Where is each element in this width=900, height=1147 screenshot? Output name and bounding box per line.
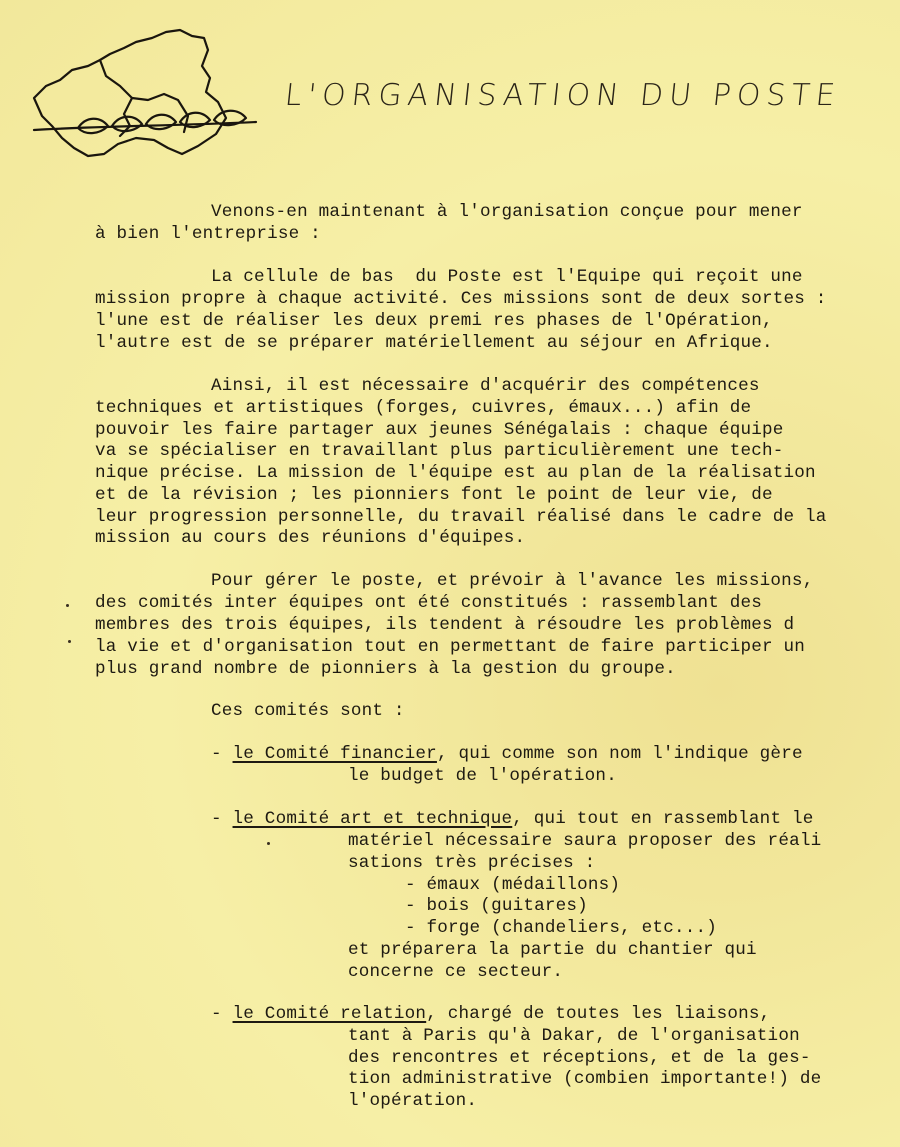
list-dash: - — [211, 744, 233, 764]
committee-name: le Comité relation — [232, 1004, 427, 1024]
paragraph-line: La cellule de bas du Poste est l'Equipe qui reçoit une — [211, 267, 803, 287]
paper-speck — [267, 842, 270, 845]
committee-name: le Comité art et technique — [232, 809, 513, 829]
sub-list-item: - forge (chandeliers, etc...) — [405, 918, 717, 938]
paragraph-line: membres des trois équipes, ils tendent à résoudre les problèmes d — [95, 615, 795, 635]
committee-text: , qui tout en rassemblant le — [512, 809, 814, 829]
committee-line: concerne ce secteur. — [348, 962, 564, 982]
paragraph-line: Pour gérer le poste, et prévoir à l'avance les missions, — [211, 571, 814, 591]
committee-line: et préparera la partie du chantier qui — [348, 940, 757, 960]
africa-map-laurel-logo — [28, 26, 260, 162]
paragraph-line: plus grand nombre de pionniers à la gestion du groupe. — [95, 659, 676, 679]
page-title: L'ORGANISATION DU POSTE — [283, 78, 843, 113]
committee-relation — [211, 1004, 770, 1026]
intro-line: Venons-en maintenant à l'organisation conçue pour mener — [211, 202, 803, 222]
paragraph-line: Ainsi, il est nécessaire d'acquérir des compétences — [211, 376, 760, 396]
paragraph-line: des comités inter équipes ont été constitués : rassemblant des — [95, 593, 762, 613]
committee-line: des rencontres et réceptions, et de la ges- — [348, 1048, 811, 1068]
paragraph-line: la vie et d'organisation tout en permettant de faire participer un — [95, 637, 806, 657]
sub-list-item: - émaux (médaillons) — [405, 875, 621, 895]
committee-line: sations très précises : — [348, 853, 596, 873]
committee-line: le budget de l'opération. — [348, 766, 617, 786]
paragraph-line: pouvoir les faire partager aux jeunes Sénégalais : chaque équipe — [95, 420, 784, 440]
committee-line: tant à Paris qu'à Dakar, de l'organisation — [348, 1026, 800, 1046]
committee-name: le Comité financier — [232, 744, 437, 764]
committee-line: matériel nécessaire saura proposer des réali — [348, 831, 822, 851]
committee-text: , chargé de toutes les liaisons, — [426, 1004, 771, 1024]
committee-line: l'opération. — [348, 1091, 478, 1111]
paragraph-line: leur progression personnelle, du travail réalisé dans le cadre de la — [95, 507, 827, 527]
committee-financier — [211, 744, 803, 766]
committee-line: tion administrative (combien importante!) de — [348, 1069, 822, 1089]
committee-text: , qui comme son nom l'indique gère — [436, 744, 803, 764]
paragraph-line: mission au cours des réunions d'équipes. — [95, 528, 526, 548]
paragraph-line: nique précise. La mission de l'équipe est au plan de la réalisation — [95, 463, 816, 483]
paragraph-line: mission propre à chaque activité. Ces missions sont de deux sortes : — [95, 289, 827, 309]
paragraph-line: et de la révision ; les pionniers font le point de leur vie, de — [95, 485, 773, 505]
sub-list-item: - bois (guitares) — [405, 896, 588, 916]
list-dash: - — [211, 809, 233, 829]
committee-art-technique — [211, 809, 813, 831]
committees-intro: Ces comités sont : — [211, 701, 405, 721]
intro-line: à bien l'entreprise : — [95, 224, 321, 244]
paragraph-line: va se spécialiser en travaillant plus particulièrement une tech- — [95, 441, 784, 461]
paragraph-line: techniques et artistiques (forges, cuivres, émaux...) afin de — [95, 398, 752, 418]
paper-speck — [68, 640, 71, 643]
list-dash: - — [211, 1004, 233, 1024]
paragraph-line: l'une est de réaliser les deux premi res phases de l'Opération, — [95, 311, 773, 331]
paper-speck — [66, 604, 69, 607]
paragraph-line: l'autre est de se préparer matériellement au séjour en Afrique. — [95, 333, 773, 353]
